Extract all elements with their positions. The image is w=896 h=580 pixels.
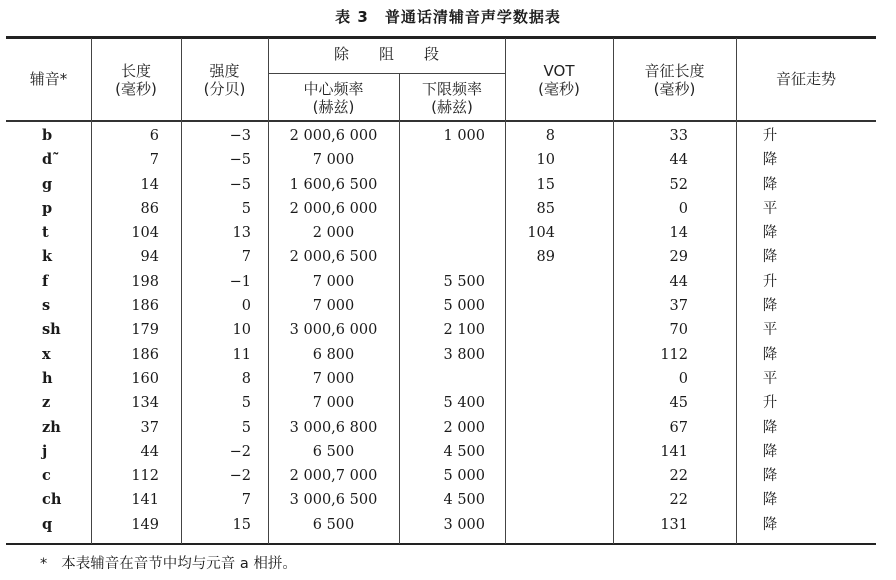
cell-vot [505, 294, 555, 318]
cell-lower-freq: 3 800 [443, 346, 485, 363]
cell-length: 198 [131, 273, 159, 290]
header-vot-unit: (毫秒) [538, 80, 580, 98]
cell-consonant: p [42, 199, 53, 217]
cell-vot [505, 318, 555, 342]
cell-transition-trend: 降 [762, 419, 778, 436]
cell-lower-freq: 2 000 [443, 419, 485, 436]
cell-transition-trend: 降 [762, 176, 778, 193]
cell-transition-length: 44 [669, 273, 688, 290]
cell-length: 160 [131, 370, 159, 387]
cell-intensity: 5 [241, 419, 251, 436]
cell-intensity: 7 [241, 249, 251, 266]
cell-consonant: c [42, 467, 51, 485]
cell-intensity: −2 [229, 468, 251, 485]
cell-intensity: −5 [229, 176, 251, 193]
header-lower-freq-unit: (赫兹) [431, 98, 473, 116]
cell-vot [505, 416, 555, 440]
cell-intensity: 15 [232, 516, 251, 533]
table-row [0, 367, 896, 391]
cell-transition-trend: 降 [762, 249, 778, 266]
cell-vot [505, 488, 555, 512]
header-burst-segment: 除 阻 段 [333, 45, 439, 63]
cell-transition-trend: 降 [762, 492, 778, 509]
cell-consonant: b [42, 127, 53, 144]
table-row [0, 391, 896, 415]
cell-vot [505, 513, 555, 537]
top-rule [6, 36, 876, 39]
cell-lower-freq [399, 245, 485, 269]
table-title [0, 6, 896, 27]
header-transition-length-label: 音征长度 [644, 62, 705, 80]
table-row [0, 488, 896, 512]
cell-vot: 15 [536, 176, 555, 193]
cell-transition-length: 131 [660, 516, 688, 533]
cell-length: 14 [140, 176, 159, 193]
cell-transition-trend: 降 [762, 298, 778, 315]
cell-transition-trend: 平 [762, 370, 778, 387]
cell-transition-length: 44 [669, 152, 688, 169]
table-row [0, 245, 896, 269]
header-intensity [181, 62, 268, 98]
cell-center-freq: 3 000,6 800 [289, 419, 378, 436]
cell-center-freq: 7 000 [312, 370, 355, 387]
cell-vot: 89 [536, 249, 555, 266]
cell-transition-length: 29 [669, 249, 688, 266]
cell-consonant: d˜ [42, 151, 60, 169]
header-transition-trend: 音征走势 [775, 70, 836, 88]
cell-length: 179 [131, 322, 159, 339]
cell-consonant: t [42, 224, 49, 242]
cell-intensity: 8 [241, 370, 251, 387]
cell-transition-length: 70 [669, 322, 688, 339]
cell-lower-freq: 5 000 [443, 298, 485, 315]
cell-transition-trend: 降 [762, 443, 778, 460]
cell-center-freq: 6 500 [312, 516, 355, 533]
header-rule [6, 120, 876, 122]
cell-intensity: −3 [229, 128, 251, 144]
table-body [0, 124, 896, 537]
cell-center-freq: 7 000 [312, 298, 355, 315]
cell-center-freq: 2 000,7 000 [289, 468, 378, 485]
cell-center-freq: 7 000 [312, 273, 355, 290]
cell-center-freq: 6 500 [312, 443, 355, 460]
table-number: 表 3 [335, 8, 369, 26]
cell-lower-freq: 2 100 [443, 322, 485, 339]
header-length-unit: (毫秒) [115, 80, 157, 98]
cell-intensity: 5 [241, 395, 251, 412]
cell-length: 141 [131, 492, 159, 509]
cell-consonant: q [42, 515, 53, 533]
cell-center-freq: 7 000 [312, 152, 355, 169]
cell-transition-trend: 平 [762, 200, 778, 217]
header-transition-length-unit: (毫秒) [653, 80, 696, 98]
cell-lower-freq: 3 000 [443, 516, 485, 533]
header-vot-label: VOT [543, 62, 575, 80]
cell-vot: 85 [536, 200, 555, 217]
cell-vot [505, 440, 555, 464]
cell-lower-freq: 4 500 [443, 443, 485, 460]
header-lower-freq [399, 80, 505, 116]
header-center-freq [268, 80, 399, 116]
burst-subheader-rule [268, 73, 505, 74]
cell-length: 186 [131, 298, 159, 315]
cell-length: 186 [131, 346, 159, 363]
table-row [0, 221, 896, 245]
header-intensity-unit: (分贝) [203, 80, 246, 98]
cell-center-freq: 2 000,6 500 [289, 249, 378, 266]
cell-transition-length: 112 [660, 346, 688, 363]
cell-transition-length: 33 [669, 128, 688, 144]
cell-vot [505, 270, 555, 294]
cell-lower-freq [399, 221, 485, 245]
table-row [0, 318, 896, 342]
cell-transition-length: 22 [669, 468, 688, 485]
table-row [0, 270, 896, 294]
header-transition-length [613, 62, 736, 98]
cell-center-freq: 7 000 [312, 395, 355, 412]
cell-length: 6 [149, 128, 159, 144]
cell-center-freq: 2 000,6 000 [289, 128, 378, 144]
cell-center-freq: 2 000 [312, 225, 355, 242]
cell-vot [505, 367, 555, 391]
cell-consonant: x [42, 345, 51, 363]
cell-vot: 8 [545, 128, 555, 144]
cell-transition-length: 37 [669, 298, 688, 315]
cell-intensity: −2 [229, 443, 251, 460]
cell-transition-trend: 降 [762, 152, 778, 169]
header-length [91, 62, 181, 98]
cell-intensity: −5 [229, 152, 251, 169]
cell-transition-trend: 降 [762, 468, 778, 485]
header-length-label: 长度 [120, 62, 151, 80]
footnote-text: 本表辅音在音节中均与元音 a 相拼。 [61, 556, 297, 572]
cell-transition-length: 0 [678, 200, 688, 217]
cell-lower-freq: 1 000 [443, 128, 485, 144]
cell-lower-freq: 5 000 [443, 468, 485, 485]
cell-transition-trend: 降 [762, 516, 778, 533]
cell-vot [505, 464, 555, 488]
cell-length: 86 [140, 200, 159, 217]
cell-transition-length: 14 [669, 225, 688, 242]
header-intensity-label: 强度 [209, 62, 240, 80]
header-vot [505, 62, 613, 98]
cell-vot [505, 391, 555, 415]
cell-consonant: sh [42, 321, 61, 339]
cell-transition-trend: 降 [762, 225, 778, 242]
cell-intensity: 5 [241, 200, 251, 217]
cell-transition-trend: 升 [762, 128, 778, 144]
cell-vot: 104 [527, 225, 555, 242]
table-row [0, 148, 896, 172]
cell-consonant: g [42, 175, 53, 193]
cell-length: 134 [131, 395, 159, 412]
table-row [0, 294, 896, 318]
cell-intensity: 7 [241, 492, 251, 509]
cell-center-freq: 3 000,6 500 [289, 492, 378, 509]
cell-center-freq: 6 800 [312, 346, 355, 363]
cell-consonant: f [42, 272, 49, 290]
table-row [0, 173, 896, 197]
table-row [0, 124, 896, 148]
cell-intensity: 0 [241, 298, 251, 315]
cell-length: 37 [140, 419, 159, 436]
cell-transition-length: 0 [678, 370, 688, 387]
cell-transition-length: 67 [669, 419, 688, 436]
footnote [40, 552, 297, 573]
cell-consonant: k [42, 248, 53, 266]
cell-length: 112 [131, 468, 159, 485]
cell-transition-length: 22 [669, 492, 688, 509]
footnote-marker: * [40, 556, 48, 572]
cell-intensity: 10 [232, 322, 251, 339]
cell-lower-freq [399, 367, 485, 391]
cell-consonant: h [42, 369, 53, 387]
cell-consonant: ch [42, 491, 62, 509]
cell-center-freq: 3 000,6 000 [289, 322, 378, 339]
cell-transition-trend: 降 [762, 346, 778, 363]
cell-length: 149 [131, 516, 159, 533]
table-row [0, 416, 896, 440]
header-consonant: 辅音* [29, 70, 68, 88]
header-lower-freq-label: 下限频率 [421, 80, 482, 98]
cell-lower-freq: 4 500 [443, 492, 485, 509]
cell-length: 104 [131, 225, 159, 242]
cell-length: 94 [140, 249, 159, 266]
cell-transition-length: 141 [660, 443, 688, 460]
cell-intensity: −1 [229, 273, 251, 290]
cell-transition-length: 45 [669, 395, 688, 412]
cell-lower-freq: 5 500 [443, 273, 485, 290]
header-center-freq-unit: (赫兹) [312, 98, 355, 116]
cell-center-freq: 1 600,6 500 [289, 176, 378, 193]
cell-transition-trend: 平 [762, 322, 778, 339]
cell-center-freq: 2 000,6 000 [289, 200, 378, 217]
cell-lower-freq [399, 197, 485, 221]
cell-intensity: 11 [232, 346, 251, 363]
table-row [0, 197, 896, 221]
header-center-freq-label: 中心频率 [303, 80, 364, 98]
cell-transition-length: 52 [669, 176, 688, 193]
cell-consonant: j [42, 442, 48, 460]
cell-length: 44 [140, 443, 159, 460]
cell-consonant: s [42, 297, 51, 315]
cell-transition-trend: 升 [762, 273, 778, 290]
cell-lower-freq: 5 400 [443, 395, 485, 412]
cell-vot [505, 343, 555, 367]
cell-vot: 10 [536, 152, 555, 169]
table-row [0, 513, 896, 537]
cell-lower-freq [399, 173, 485, 197]
cell-consonant: zh [42, 418, 61, 436]
cell-lower-freq [399, 148, 485, 172]
bottom-rule [6, 543, 876, 545]
cell-intensity: 13 [232, 225, 251, 242]
table-row [0, 343, 896, 367]
cell-length: 7 [149, 152, 159, 169]
cell-consonant: z [42, 394, 51, 412]
table-row [0, 464, 896, 488]
table-row [0, 440, 896, 464]
table-caption: 普通话清辅音声学数据表 [384, 8, 561, 26]
cell-transition-trend: 升 [762, 395, 778, 412]
